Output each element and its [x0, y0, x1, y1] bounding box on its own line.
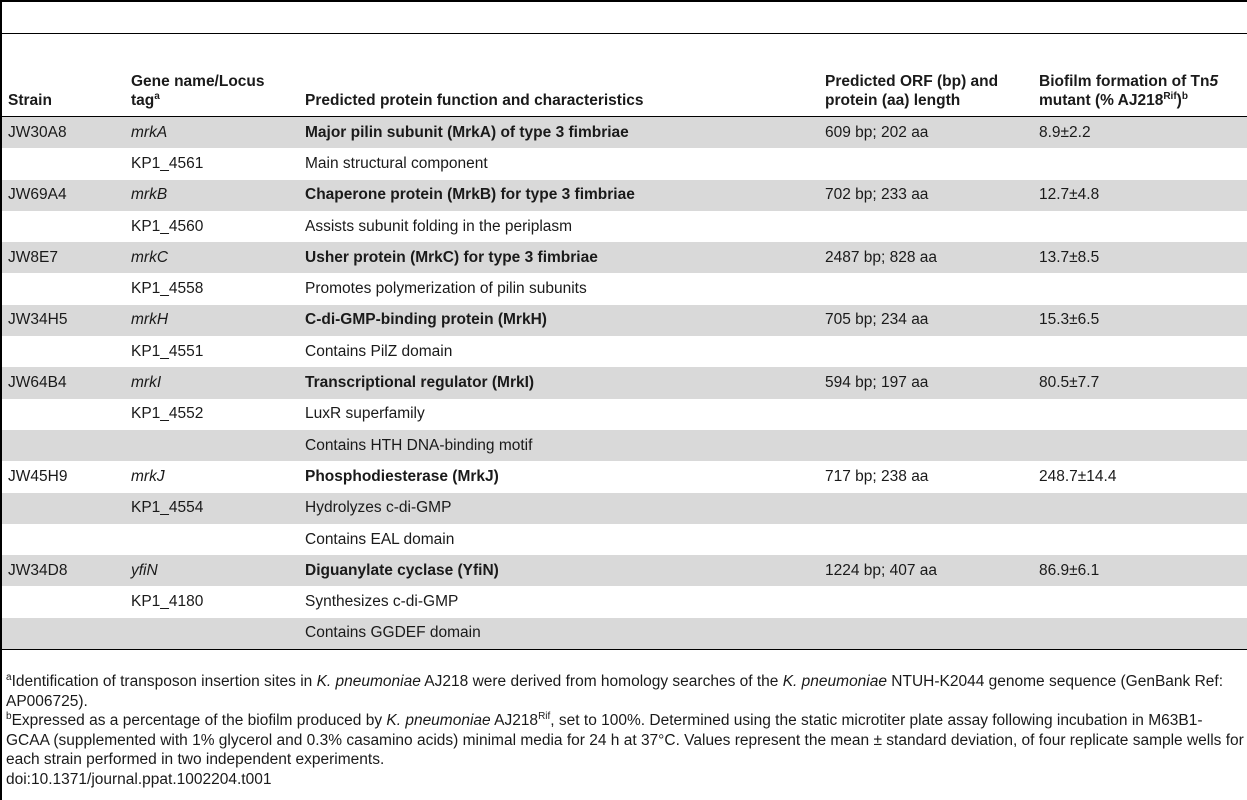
header-row	[2, 34, 1247, 117]
cell-strain	[2, 430, 125, 461]
cell-length: 717 bp; 238 aa	[825, 467, 929, 485]
cell-strain	[2, 273, 125, 304]
table-row	[2, 493, 1247, 524]
cell-biofilm: 15.3±6.5	[1033, 305, 1247, 336]
cell-biofilm	[1033, 148, 1247, 179]
cell-gene: mrkA	[125, 117, 299, 149]
cell-gene: KP1_4558	[131, 280, 204, 298]
cell-gene: mrkI	[125, 367, 299, 398]
cell-function: Transcriptional regulator (MrkI)	[299, 367, 819, 398]
cell-function: Contains HTH DNA-binding motif	[299, 430, 819, 461]
cell-function: Contains PilZ domain	[305, 342, 453, 360]
table-row	[2, 242, 1247, 273]
top-border	[0, 0, 1247, 2]
cell-gene: KP1_4180	[131, 593, 204, 611]
cell-length: 705 bp; 234 aa	[819, 305, 1033, 336]
cell-strain: JW8E7	[2, 242, 125, 273]
header-function: Predicted protein function and characteristics	[299, 34, 819, 117]
cell-biofilm: 13.7±8.5	[1033, 242, 1247, 273]
cell-function: Diguanylate cyclase (YfiN)	[299, 555, 819, 586]
footnote-b: $^b$Expressed as a percentage of the biofilm produced by K. pneumoniae $AJ218^{Rif}$, set to 100%. Determined using the static microtiter plate assay following incubation in M63B1-GCAA (supplemented with 1% glycerol and 0.3% casamino acids) minimal media for 24 h at 37°C. Values represent the mean ± standard deviation, of four replicate sample wells for each strain performed in two independent experiments.	[6, 710, 1244, 768]
cell-function: Assists subunit folding in the periplasm	[305, 217, 573, 235]
cell-strain	[2, 586, 125, 617]
cell-strain: JW34D8	[2, 555, 125, 586]
cell-biofilm	[1033, 399, 1247, 430]
table-row	[2, 273, 1247, 304]
cell-gene: mrkB	[125, 180, 299, 211]
cell-length	[819, 493, 1033, 524]
table-row	[2, 399, 1247, 430]
cell-function: Hydrolyzes c-di-GMP	[299, 493, 819, 524]
cell-strain	[2, 336, 125, 367]
cell-strain: JW45H9	[8, 467, 68, 485]
cell-length	[819, 618, 1033, 650]
cell-biofilm	[1033, 430, 1247, 461]
header-gene: Gene name/Locus tag$^a$	[125, 34, 299, 117]
cell-length: 594 bp; 197 aa	[819, 367, 1033, 398]
cell-length: 1224 bp; 407 aa	[819, 555, 1033, 586]
table-row	[2, 336, 1247, 367]
table-row	[2, 148, 1247, 179]
cell-gene	[125, 524, 299, 555]
footnote-a: $^a$Identification of transposon insertion sites in K. pneumoniae AJ218 were derived from homology searches of the K. pneumoniae NTUH-K2044 genome sequence (GenBank Ref: AP006725).	[6, 671, 1224, 710]
header-biofilm: Biofilm formation of Tn5 mutant (% $AJ218^{Rif})^b$	[1033, 34, 1247, 117]
cell-biofilm	[1033, 493, 1247, 524]
table-row	[2, 305, 1247, 336]
cell-length: 702 bp; 233 aa	[819, 180, 1033, 211]
cell-gene: KP1_4551	[131, 342, 204, 360]
cell-strain: JW64B4	[2, 367, 125, 398]
cell-length	[819, 586, 1033, 617]
cell-strain: JW34H5	[2, 305, 125, 336]
cell-length	[819, 148, 1033, 179]
table-row	[2, 555, 1247, 586]
cell-function: Phosphodiesterase (MrkJ)	[305, 467, 499, 485]
cell-length: 2487 bp; 828 aa	[819, 242, 1033, 273]
cell-gene: mrkC	[125, 242, 299, 273]
table-row	[2, 211, 1247, 242]
table-row	[2, 180, 1247, 211]
cell-function: Contains EAL domain	[305, 530, 455, 548]
cell-strain	[2, 148, 125, 179]
cell-gene	[125, 618, 299, 650]
doi-text[interactable]: doi:10.1371/journal.ppat.1002204.t001	[6, 770, 272, 788]
cell-biofilm	[1033, 618, 1247, 650]
results-table	[2, 34, 1247, 650]
cell-strain: JW30A8	[2, 117, 125, 149]
cell-biofilm: 80.5±7.7	[1033, 367, 1247, 398]
cell-biofilm	[1033, 273, 1247, 304]
cell-function: Promotes polymerization of pilin subunits	[305, 280, 587, 298]
cell-length: 609 bp; 202 aa	[819, 117, 1033, 149]
cell-length	[819, 430, 1033, 461]
cell-gene: KP1_4552	[131, 405, 204, 423]
cell-function: Synthesizes c-di-GMP	[305, 593, 459, 611]
cell-strain	[2, 618, 125, 650]
cell-gene: KP1_4554	[125, 493, 299, 524]
header-strain: Strain	[2, 34, 125, 117]
cell-function: Contains GGDEF domain	[299, 618, 819, 650]
cell-length	[819, 399, 1033, 430]
cell-biofilm: 248.7±14.4	[1039, 467, 1117, 485]
cell-strain	[2, 524, 125, 555]
cell-gene: mrkJ	[131, 467, 165, 485]
cell-biofilm	[1033, 586, 1247, 617]
cell-biofilm	[1033, 336, 1247, 367]
cell-length	[819, 524, 1033, 555]
cell-function: Major pilin subunit (MrkA) of type 3 fimbriae	[299, 117, 819, 149]
table-row	[2, 367, 1247, 398]
cell-biofilm: 8.9±2.2	[1033, 117, 1247, 149]
table-row	[2, 461, 1247, 492]
cell-biofilm: 86.9±6.1	[1033, 555, 1247, 586]
cell-biofilm	[1033, 524, 1247, 555]
cell-length	[819, 211, 1033, 242]
footnotes	[6, 672, 1244, 789]
cell-function: Main structural component	[305, 154, 488, 172]
cell-length	[819, 273, 1033, 304]
table-row	[2, 618, 1247, 650]
table-row	[2, 586, 1247, 617]
cell-gene: yfiN	[125, 555, 299, 586]
table-row	[2, 524, 1247, 555]
table-row	[2, 430, 1247, 461]
header-length: Predicted ORF (bp) and protein (aa) length	[819, 34, 1033, 117]
cell-gene: KP1_4561	[131, 154, 204, 172]
cell-function: LuxR superfamily	[305, 405, 425, 423]
cell-strain	[2, 211, 125, 242]
cell-strain: JW69A4	[2, 180, 125, 211]
cell-biofilm	[1033, 211, 1247, 242]
cell-biofilm: 12.7±4.8	[1033, 180, 1247, 211]
cell-length	[819, 336, 1033, 367]
cell-gene: mrkH	[125, 305, 299, 336]
cell-function: Usher protein (MrkC) for type 3 fimbriae	[299, 242, 819, 273]
cell-gene	[125, 430, 299, 461]
table-row	[2, 117, 1247, 149]
cell-strain	[2, 493, 125, 524]
cell-function: Chaperone protein (MrkB) for type 3 fimbriae	[299, 180, 819, 211]
cell-function: C-di-GMP-binding protein (MrkH)	[299, 305, 819, 336]
cell-gene: KP1_4560	[131, 217, 204, 235]
cell-strain	[2, 399, 125, 430]
